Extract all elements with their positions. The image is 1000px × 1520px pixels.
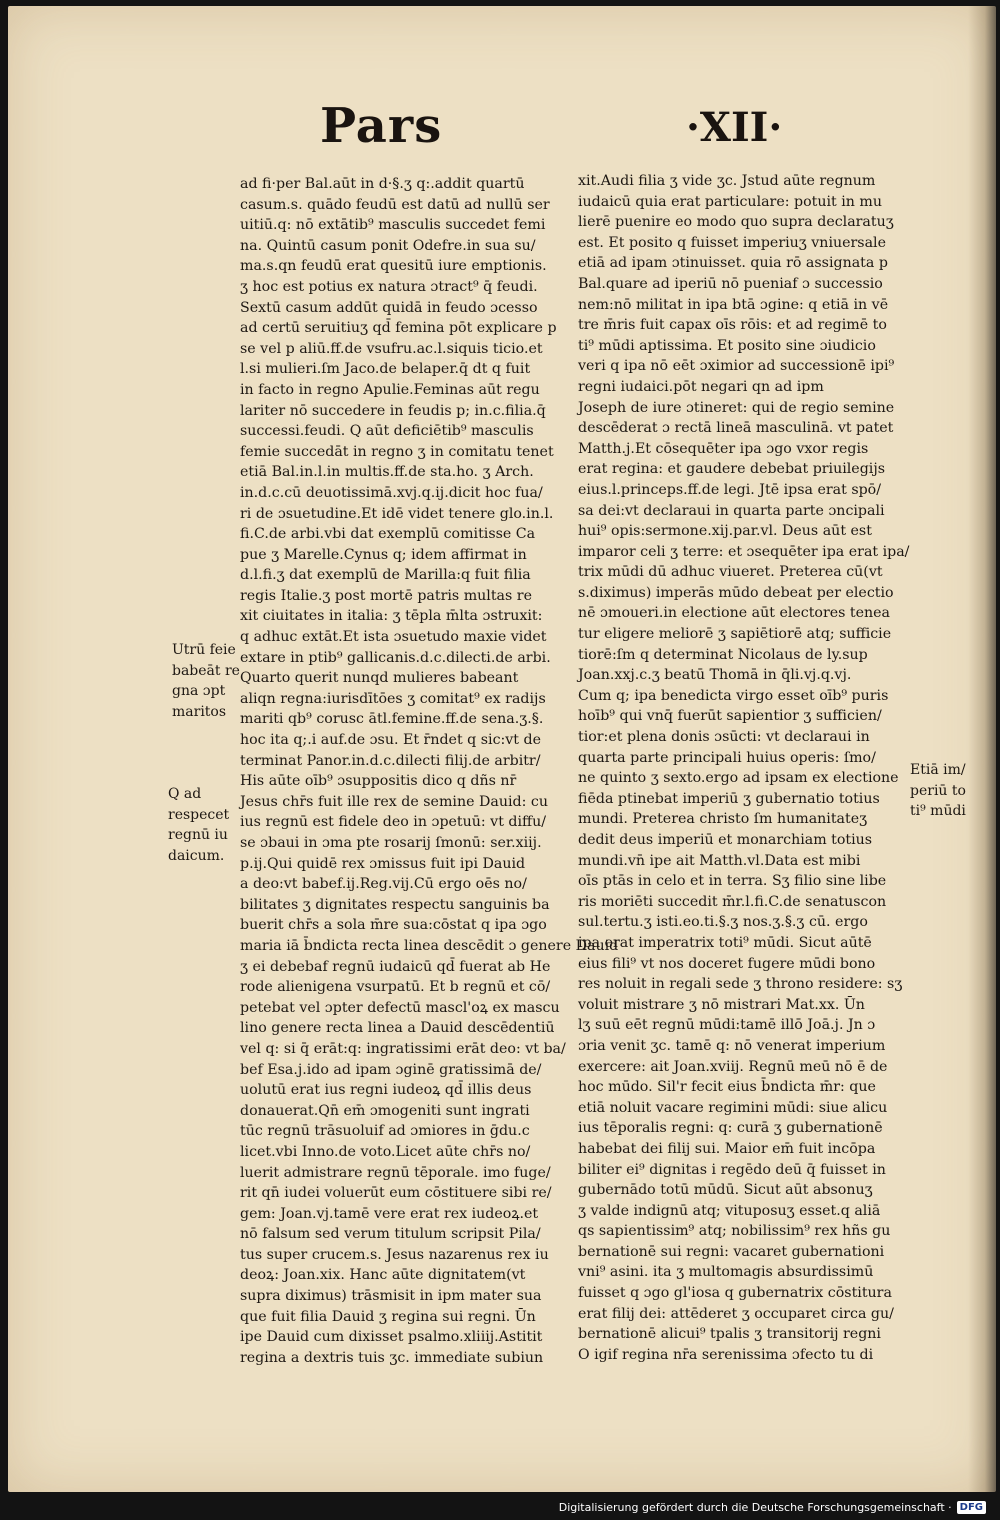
left-text-column [240, 174, 619, 1368]
text-line: donauerat.Qn̄ em̄ ɔmogeniti sunt ingrati [240, 1102, 530, 1119]
text-line: tiorē:ſm q determinat Nicolaus de ly.sup [578, 646, 868, 663]
text-line: vel q: si q̄ erāt:q: ingratissimi erāt deo: vt ba/ [240, 1040, 566, 1057]
text-line: rode alienigena vsurpatū. Et b regnū et cō/ [240, 979, 551, 996]
margin-note-line: daicum. [168, 847, 225, 864]
margin-note-left-2 [168, 784, 229, 866]
text-line: hoc mūdo. Sil'r fecit eius b̄ndicta m̄r: que [578, 1079, 876, 1096]
text-line: luerit admistrare regnū tēporale. imo fuge/ [240, 1164, 551, 1181]
text-line: l.si mulieri.ſm Jaco.de belaper.q̄ dt q fuit [240, 361, 531, 378]
text-line: se ɔbaui in ɔma pte rosarij ſmonū: ser.xiij. [240, 835, 542, 851]
text-line: ʒ hoc est potius ex natura ɔtract⁹ q̄ feudi. [240, 278, 538, 295]
text-line: Matth.j.Et cōsequēter ipa ɔgo vxor regis [578, 440, 869, 457]
text-line: oīs ptās in celo et in terra. Sʒ filio sine libe [578, 873, 887, 890]
text-line: fuisset q ɔgo gl'iosa q gubernatrix cōstitura [578, 1285, 892, 1302]
text-line: Cum q; ipa benedicta virgo esset oīb⁹ puris [578, 687, 889, 704]
text-line: licet.vbi Inno.de voto.Licet aūte chr̄s no/ [240, 1143, 531, 1160]
text-line: ris moriēti succedit m̄r.l.fi.C.de senatuscon [578, 893, 887, 910]
text-line: Sextū casum addūt quidā in feudo ɔcesso [240, 299, 538, 316]
text-line: quarta parte principali huius operis: ſmo/ [578, 749, 876, 766]
text-line: dedit deus imperiū et monarchiam totius [578, 832, 873, 848]
text-line: fi.C.de arbi.vbi dat exemplū comitisse Ca [240, 526, 536, 543]
text-line: erat regina: et gaudere debebat priuilegijs [578, 461, 885, 478]
text-line: etiā noluit vacare regimini mūdi: siue alicu [578, 1099, 888, 1116]
text-line: Jesus chr̄s fuit ille rex de semine Dauid: cu [240, 793, 548, 810]
margin-note-line: periū to [910, 782, 966, 799]
text-line: pue ʒ Marelle.Cynus q; idem affirmat in [240, 546, 527, 563]
text-line: ad fi·per Bal.aūt in d·§.ʒ q:.addit quartū [240, 176, 525, 192]
text-line: His aūte oīb⁹ ɔsuppositis dico q dñs nr̄ [240, 773, 517, 790]
text-line: ius regnū est fidele deo in ɔpetuū: vt diffu/ [240, 814, 547, 831]
text-line: bef Esa.j.ido ad ipam ɔginē gratissimā de/ [240, 1061, 542, 1078]
text-line: imparor celi ʒ terre: et ɔsequēter ipa erat ipa/ [578, 543, 910, 560]
text-line: iudaicū quia erat particulare: potuit in mu [578, 193, 883, 210]
text-line: regina a dextris tuis ʒc. immediate subiun [240, 1349, 544, 1366]
text-line: a deo:vt babef.ij.Reg.vij.Cū ergo oēs no/ [240, 876, 527, 893]
margin-note-line: maritos [172, 703, 227, 720]
text-line: lierē puenire eo modo quo supra declaratuʒ [578, 214, 894, 231]
text-line: hui⁹ opis:sermone.xij.par.vl. Deus aūt est [578, 523, 872, 540]
text-line: ipa erat imperatrix toti⁹ mūdi. Sicut aūtē [578, 934, 872, 951]
text-line: Quarto querit nunqd mulieres babeant [240, 670, 519, 687]
margin-note-line: regnū iu [168, 827, 228, 844]
text-line: etiā Bal.in.l.in multis.ff.de sta.ho. ʒ Arch. [240, 464, 534, 481]
book-page [8, 6, 996, 1492]
text-line: mundi. Preterea christo ſm humanitateʒ [578, 811, 868, 828]
text-line: femie succedāt in regno ʒ in comitatu tenet [240, 443, 554, 460]
text-line: lariter nō succedere in feudis p; in.c.filia.q̄ [240, 402, 546, 419]
text-line: tre m̄ris fuit capax oīs rōis: et ad regimē to [578, 317, 887, 334]
margin-note-line: Etiā im/ [910, 762, 966, 778]
margin-note-line: ti⁹ mūdi [910, 803, 966, 820]
margin-note-line: Q ad [168, 786, 202, 802]
text-line: ma.s.qn feudū erat quesitū iure emptionis. [240, 258, 547, 275]
text-line: res noluit in regali sede ʒ throno residere: sʒ [578, 976, 903, 993]
running-head-left: Pars [320, 98, 443, 154]
text-line: exercere: ait Joan.xviij. Regnū meū nō ē de [578, 1058, 888, 1075]
dfg-logo: DFG [957, 1501, 986, 1514]
text-line: rit qn̄ iudei voluerūt eum cōstituere sibi re/ [240, 1185, 552, 1202]
text-line: ʒ ei debebaf regnū iudaicū qd̄ fuerat ab He [240, 958, 551, 975]
text-line: buerit chr̄s a sola m̄re sua:cōstat q ipa ɔgo [240, 917, 547, 934]
text-line: tūc regnū trāsuoluif ad ɔmiores in ḡdu.c [240, 1123, 530, 1140]
text-line: ad certū seruitiuʒ qd̄ femina pōt explicare p [240, 320, 557, 337]
margin-note-right-1 [910, 760, 966, 822]
text-line: nō falsum sed verum titulum scripsit Pila/ [240, 1226, 541, 1243]
text-line: ne quinto ʒ sexto.ergo ad ipsam ex electione [578, 770, 899, 787]
text-line: biliter ei⁹ dignitas i regēdo deū q̄ fuisset in [578, 1161, 886, 1178]
text-line: mundi.vn̄ ipe ait Matth.vl.Data est mibi [578, 852, 861, 869]
text-line: Joseph de iure ɔtineret: qui de regio semine [578, 399, 895, 416]
margin-note-left-1 [172, 640, 240, 722]
text-line: lʒ suū eēt regnū mūdi:tamē illō Joā.j. Jn ɔ [578, 1017, 876, 1034]
text-line: sul.tertu.ʒ isti.eo.ti.§.ʒ nos.ʒ.§.ʒ cū. ergo [578, 914, 868, 931]
text-line: Joan.xxj.c.ʒ beatū Thomā in q̄li.vj.q.vj. [578, 667, 852, 684]
text-line: in.d.c.cū deuotissimā.xvj.q.ij.dicit hoc fua/ [240, 484, 543, 501]
text-line: vni⁹ asini. ita ʒ multomagis absurdissimū [578, 1264, 874, 1281]
text-line: xit ciuitates in italia: ʒ tēpla m̄lta ɔstruxit: [240, 608, 543, 625]
text-line: regni iudaici.pōt negari qn ad ipm [578, 378, 824, 395]
text-line: bernationē sui regni: vacaret gubernationi [578, 1243, 885, 1260]
text-line: O igif regina nr̄a serenissima ɔfecto tu di [578, 1346, 874, 1363]
text-line: tur eligere meliorē ʒ sapiētiorē atq; sufficie [578, 626, 892, 643]
text-line: petebat vel ɔpter defectū mascl'oꝝ ex mascu [240, 999, 560, 1016]
text-line: ʒ valde indignū atq; vituposuʒ esset.q aliā [578, 1202, 881, 1219]
text-line: Bal.quare ad iperiū nō pueniaf ɔ successio [578, 275, 883, 292]
text-line: hoc ita q;.i auf.de ɔsu. Et r̄ndet q sic:vt de [240, 732, 541, 749]
text-line: qs sapientissim⁹ atq; nobilissim⁹ rex hñs gu [578, 1223, 891, 1240]
text-line: bernationē alicui⁹ tpalis ʒ transitorij regni [578, 1326, 881, 1343]
text-line: successi.feudi. Q aūt deficiētib⁹ masculis [240, 423, 534, 440]
text-line: d.l.fi.ʒ dat exemplū de Marilla:q fuit filia [240, 567, 531, 584]
text-line: est. Et posito q fuisset imperiuʒ vniuersale [578, 234, 886, 251]
text-line: q adhuc extāt.Et ista ɔsuetudo maxie videt [240, 629, 547, 646]
running-head [8, 98, 996, 158]
text-line: ipe Dauid cum dixisset psalmo.xliiij.Astitit [240, 1329, 543, 1346]
text-line: ɔria venit ʒc. tamē q: nō venerat imperium [578, 1037, 886, 1054]
digitization-footer [559, 1494, 986, 1520]
margin-note-line: babeāt re [172, 662, 240, 679]
margin-note-line: respecet [168, 806, 230, 823]
footer-credit-text: Digitalisierung gefördert durch die Deutsche Forschungsgemeinschaft · [558, 1500, 952, 1514]
text-line: ti⁹ mūdi aptissima. Et posito sine ɔiudicio [578, 337, 876, 354]
text-line: gubernādo totū mūdū. Sicut aūt absonuʒ [578, 1182, 873, 1199]
text-line: que fuit filia Dauid ʒ regina sui regni. Ūn [240, 1308, 536, 1325]
running-head-right: ·XII· [686, 104, 783, 151]
text-line: sa dei:vt declaraui in quarta parte ɔncipali [578, 502, 885, 519]
text-line: eius.l.princeps.ff.de legi. Jtē ipsa erat spō/ [578, 481, 882, 498]
text-line: regis Italie.ʒ post mortē patris multas re [240, 587, 532, 604]
text-line: in facto in regno Apulie.Feminas aūt regu [240, 381, 540, 398]
text-line: nē ɔmoueri.in electione aūt electores tenea [578, 605, 891, 622]
text-line: erat filij dei: attēderet ʒ occuparet circa gu/ [578, 1305, 894, 1322]
text-line: na. Quintū casum ponit Odefre.in sua su/ [240, 237, 536, 254]
text-line: gem: Joan.vj.tamē vere erat rex iudeoꝝ.et [240, 1205, 539, 1222]
text-line: fiēda ptinebat imperiū ʒ gubernatio totius [578, 790, 880, 807]
text-line: ri de ɔsuetudine.Et idē videt tenere glo.in.l. [240, 505, 554, 522]
text-line: ius tēporalis regni: q: curā ʒ gubernationē [578, 1120, 883, 1137]
text-line: etiā ad ipam ɔtinuisset. quia rō assignata p [578, 255, 888, 272]
text-line: xit.Audi filia ʒ vide ʒc. Jstud aūte regnum [578, 173, 876, 189]
text-line: extare in ptib⁹ gallicanis.d.c.dilecti.de arbi. [240, 649, 551, 666]
text-line: p.ij.Qui quidē rex ɔmissus fuit ipi Dauid [240, 855, 526, 872]
text-line: uolutū erat ius regni iudeoꝝ qd̄ illis deus [240, 1082, 532, 1099]
page-fold-shadow [968, 6, 996, 1492]
text-line: veri q ipa nō eēt ɔximior ad successionē ipi⁹ [578, 358, 895, 375]
text-line: voluit mistrare ʒ nō mistrari Mat.xx. Ūn [578, 996, 865, 1013]
text-line: casum.s. quādo feudū est datū ad nullū ser [240, 196, 550, 213]
text-line: terminat Panor.in.d.c.dilecti filij.de arbitr/ [240, 752, 541, 769]
text-line: se vel p aliū.ff.de vsufru.ac.l.siquis ticio.et [240, 340, 543, 357]
text-line: maria iā b̄ndicta recta linea descēdit ɔ genere Dauid [240, 937, 619, 954]
text-line: eius fili⁹ vt nos doceret fugere mūdi bono [578, 955, 876, 972]
text-line: habebat dei filij sui. Maior em̄ fuit incōpa [578, 1140, 876, 1157]
text-line: supra diximus) trāsmisit in ipm mater sua [240, 1288, 542, 1305]
text-line: descēderat ɔ rectā lineā masculinā. vt patet [578, 420, 894, 437]
text-line: deoꝝ: Joan.xix. Hanc aūte dignitatem(vt [240, 1267, 526, 1284]
text-line: hoīb⁹ qui vnq̄ fuerūt sapientior ʒ sufficien/ [578, 708, 882, 725]
text-line: nem:nō militat in ipa btā ɔgine: q etiā in vē [578, 296, 889, 313]
text-line: s.diximus) imperās mūdo debeat per electio [578, 584, 894, 601]
text-line: uitiū.q: nō extātib⁹ masculis succedet femi [240, 217, 546, 234]
margin-note-line: Utrū feie [172, 642, 236, 658]
text-line: bilitates ʒ dignitates respectu sanguinis ba [240, 896, 550, 913]
right-text-column [578, 171, 916, 1365]
text-line: tus super crucem.s. Jesus nazarenus rex iu [240, 1246, 549, 1263]
text-line: trix mūdi dū adhuc viueret. Preterea cū(vt [578, 564, 883, 581]
text-line: aliqn regna:iurisdītōes ʒ comitat⁹ ex radijs [240, 690, 546, 707]
text-line: mariti qb⁹ corusc ātl.femine.ff.de sena.ʒ.§. [240, 711, 544, 728]
text-line: lino genere recta linea a Dauid descēdentiū [240, 1020, 555, 1037]
text-line: tior:et plena donis ɔsūcti: vt declaraui in [578, 729, 870, 746]
margin-note-line: gna ɔpt [172, 683, 226, 700]
